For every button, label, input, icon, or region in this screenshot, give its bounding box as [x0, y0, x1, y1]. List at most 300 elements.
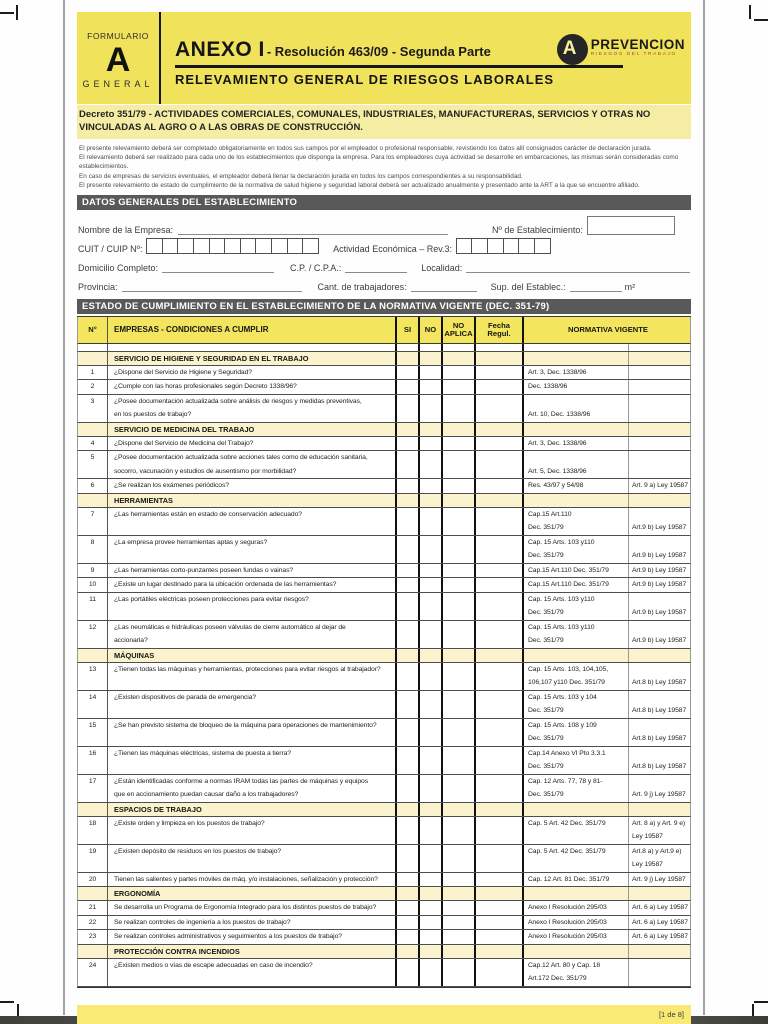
- row-number: [78, 578, 108, 592]
- section-label: [108, 423, 397, 436]
- answer-si-cell[interactable]: [397, 437, 420, 451]
- answer-si-cell[interactable]: [397, 663, 420, 690]
- section-si-cell: [397, 423, 420, 436]
- row-normativa-ley-text: Art. 6 a) Ley 19587: [632, 904, 688, 912]
- row-normativa-ley: [629, 593, 691, 620]
- row-question-text: ¿Posee documentación actualizada sobre análisis de riesgos y medidas preventivas,: [114, 397, 362, 405]
- answer-si-cell[interactable]: [397, 873, 420, 887]
- row-normativa-ley: [629, 479, 691, 493]
- superficie-unit: m²: [624, 281, 636, 292]
- actividad-digit-box[interactable]: [456, 238, 473, 254]
- section-si-cell: [397, 494, 420, 507]
- row-normativa-ley-text: Art. 9 j) Ley 19587: [632, 875, 686, 883]
- section-norm-cell: [524, 887, 629, 900]
- row-question: [108, 508, 397, 535]
- actividad-digit-box[interactable]: [503, 238, 520, 254]
- answer-no-aplica-cell[interactable]: [443, 479, 476, 493]
- cp-field[interactable]: [345, 262, 407, 273]
- form-document: [77, 12, 691, 1024]
- row-question-text: Se desarrolla un Programa de Ergonomía Integrado para los distintos puestos de trabajo?: [114, 904, 377, 912]
- row-question: [108, 873, 397, 887]
- section-fecha-cell: [476, 887, 524, 900]
- row-normativa-text: Cap. 15 Arts. 103 y110: [528, 623, 595, 631]
- provincia-label: Provincia:: [78, 281, 118, 292]
- answer-no-aplica-cell[interactable]: [443, 621, 476, 648]
- answer-no-aplica-cell[interactable]: [443, 663, 476, 690]
- form-type-box: [77, 12, 161, 104]
- title-underline: [175, 65, 623, 68]
- section-norm2-cell: [629, 649, 691, 662]
- answer-no-cell[interactable]: [420, 593, 443, 620]
- answer-si-cell[interactable]: [397, 817, 420, 844]
- actividad-boxes: [457, 238, 551, 254]
- answer-si-cell[interactable]: [397, 380, 420, 394]
- answer-fecha-cell[interactable]: [476, 817, 524, 844]
- row-question-text: ¿Se han previsto sistema de bloqueo de la máquina para operaciones de mantenimiento?: [114, 721, 377, 729]
- row-normativa: [524, 775, 629, 802]
- domicilio-field[interactable]: [162, 262, 274, 273]
- answer-fecha-cell[interactable]: [476, 451, 524, 478]
- answer-fecha-cell[interactable]: [476, 593, 524, 620]
- row-normativa-ley-text: Art. 9 a) Ley 19587: [632, 482, 688, 490]
- nro-establecimiento-field[interactable]: [587, 216, 675, 235]
- row-number: [78, 719, 108, 746]
- section-norm-cell: [524, 945, 629, 958]
- answer-no-cell[interactable]: [420, 366, 443, 380]
- row-normativa: [524, 873, 629, 887]
- answer-no-cell[interactable]: [420, 817, 443, 844]
- row-normativa-text: Dec. 351/79: [528, 791, 564, 799]
- row-question-text: Se realizan controles de ingeniería a los puestos de trabajo?: [114, 918, 291, 926]
- section-label-text: PROTECCIÓN CONTRA INCENDIOS: [114, 946, 240, 956]
- answer-fecha-cell[interactable]: [476, 437, 524, 451]
- cuit-digit-box[interactable]: [271, 238, 288, 254]
- section-label-text: SERVICIO DE MEDICINA DEL TRABAJO: [114, 424, 255, 434]
- answer-si-cell[interactable]: [397, 930, 420, 944]
- section-label: [108, 945, 397, 958]
- row-normativa-ley-text: [632, 719, 691, 733]
- answer-si-cell[interactable]: [397, 564, 420, 578]
- section-no-aplica-cell: [443, 945, 476, 958]
- answer-no-aplica-cell[interactable]: [443, 366, 476, 380]
- row-normativa-text: Art. 5, Dec. 1338/96: [528, 467, 587, 475]
- table-section-row: [77, 803, 691, 817]
- answer-si-cell[interactable]: [397, 366, 420, 380]
- answer-no-aplica-cell[interactable]: [443, 747, 476, 774]
- row-normativa-ley: [629, 930, 691, 944]
- answer-fecha-cell[interactable]: [476, 747, 524, 774]
- row-number-text: 11: [89, 595, 96, 603]
- answer-no-cell[interactable]: [420, 959, 443, 986]
- actividad-digit-box[interactable]: [518, 238, 535, 254]
- row-normativa: [524, 508, 629, 535]
- answer-fecha-cell[interactable]: [476, 536, 524, 563]
- cp-label: C.P. / C.P.A.:: [290, 262, 342, 273]
- answer-no-cell[interactable]: [420, 578, 443, 592]
- answer-fecha-cell[interactable]: [476, 564, 524, 578]
- answer-no-aplica-cell[interactable]: [443, 395, 476, 422]
- answer-no-cell[interactable]: [420, 395, 443, 422]
- table-row: [77, 916, 691, 931]
- row-normativa-ley-text: Art.8 b) Ley 19587: [632, 707, 687, 715]
- answer-no-cell[interactable]: [420, 916, 443, 930]
- answer-no-cell[interactable]: [420, 508, 443, 535]
- row-normativa-text: Dec. 351/79: [528, 609, 564, 617]
- answer-no-aplica-cell[interactable]: [443, 775, 476, 802]
- answer-fecha-cell[interactable]: [476, 366, 524, 380]
- answer-fecha-cell[interactable]: [476, 663, 524, 690]
- form-row-nombre: [78, 216, 690, 235]
- table-section-row: [77, 887, 691, 901]
- page-footer-bar: [77, 1005, 691, 1024]
- row-normativa: [524, 845, 629, 872]
- answer-si-cell[interactable]: [397, 916, 420, 930]
- answer-no-cell[interactable]: [420, 845, 443, 872]
- spacer-cell: [397, 344, 420, 351]
- row-number-text: 22: [88, 918, 97, 926]
- section-num-cell-text: [78, 352, 107, 365]
- row-question: [108, 578, 397, 592]
- section-fecha-cell: [476, 352, 524, 365]
- row-number: [78, 451, 108, 478]
- answer-si-cell[interactable]: [397, 775, 420, 802]
- logo-text: [591, 38, 685, 57]
- row-question-text: ¿La empresa provee herramientas aptas y seguras?: [114, 538, 268, 546]
- row-number-text: 4: [90, 439, 95, 447]
- row-question-text: Se realizan controles administrativos y seguimientos a los puestos de trabajo?: [114, 933, 342, 941]
- answer-no-cell[interactable]: [420, 564, 443, 578]
- section-norm2-cell: [629, 352, 691, 365]
- cuit-digit-box[interactable]: [287, 238, 304, 254]
- table-row: [77, 845, 691, 873]
- section-norm-cell: [524, 803, 629, 816]
- answer-no-aplica-cell[interactable]: [443, 380, 476, 394]
- answer-no-aplica-cell[interactable]: [443, 817, 476, 844]
- row-number: [78, 564, 108, 578]
- section-num-cell: [78, 945, 108, 958]
- section-si-cell: [397, 352, 420, 365]
- row-normativa: [524, 366, 629, 380]
- row-question-text: ¿Dispone del Servicio de Higiene y Seguridad?: [114, 368, 252, 376]
- section-norm2-cell: [629, 887, 691, 900]
- answer-no-aplica-cell[interactable]: [443, 564, 476, 578]
- row-normativa-ley: [629, 747, 691, 774]
- answer-fecha-cell[interactable]: [476, 930, 524, 944]
- row-number-text: 6: [90, 482, 95, 490]
- section-label: [108, 803, 397, 816]
- row-normativa-text: [528, 451, 628, 465]
- row-normativa: [524, 451, 629, 478]
- answer-fecha-cell[interactable]: [476, 775, 524, 802]
- domicilio-label: Domicilio Completo:: [78, 262, 159, 273]
- table-row: [77, 775, 691, 803]
- row-normativa: [524, 663, 629, 690]
- row-number-text: 2: [90, 383, 95, 391]
- section-no-cell: [420, 494, 443, 507]
- answer-no-aplica-cell[interactable]: [443, 691, 476, 718]
- section-num-cell-text: [78, 803, 107, 816]
- row-question-text: ¿Las herramientas están en estado de conservación adecuado?: [114, 510, 302, 518]
- section-num-cell: [78, 494, 108, 507]
- row-question: [108, 437, 397, 451]
- cuit-digit-box[interactable]: [177, 238, 194, 254]
- answer-no-cell[interactable]: [420, 901, 443, 915]
- answer-si-cell[interactable]: [397, 578, 420, 592]
- row-normativa-ley: [629, 691, 691, 718]
- row-number: [78, 508, 108, 535]
- answer-no-aplica-cell[interactable]: [443, 873, 476, 887]
- answer-no-aplica-cell[interactable]: [443, 930, 476, 944]
- section-num-cell-text: [78, 423, 107, 436]
- row-number: [78, 366, 108, 380]
- trabajadores-field[interactable]: [411, 281, 477, 292]
- spacer-cell: [629, 344, 691, 351]
- provincia-field[interactable]: [122, 281, 302, 292]
- row-normativa: [524, 479, 629, 493]
- section-fecha-cell: [476, 649, 524, 662]
- row-normativa-ley-text: Art.8 b) Ley 19587: [632, 763, 687, 771]
- row-number: [78, 845, 108, 872]
- answer-fecha-cell[interactable]: [476, 901, 524, 915]
- row-normativa-ley-text: Art.9 b) Ley 19587: [632, 637, 687, 645]
- row-question: [108, 930, 397, 944]
- answer-no-aplica-cell[interactable]: [443, 916, 476, 930]
- row-question-text: ¿Cumple con las horas profesionales según Decreto 1338/96?: [114, 383, 297, 391]
- row-normativa-text: Art. 3, Dec. 1338/96: [528, 368, 587, 376]
- instructions: [77, 139, 691, 195]
- cuit-digit-box[interactable]: [255, 238, 272, 254]
- answer-no-cell[interactable]: [420, 437, 443, 451]
- answer-no-cell[interactable]: [420, 873, 443, 887]
- row-normativa: [524, 747, 629, 774]
- nombre-empresa-field[interactable]: [178, 224, 448, 235]
- answer-no-cell[interactable]: [420, 930, 443, 944]
- table-row: [77, 437, 691, 452]
- row-normativa-text: 106,107 y110 Dec. 351/79: [528, 679, 605, 687]
- nro-establecimiento-label: Nº de Establecimiento:: [492, 224, 583, 235]
- answer-fecha-cell[interactable]: [476, 691, 524, 718]
- cuit-digit-box[interactable]: [240, 238, 257, 254]
- table-spacer-row: [77, 344, 691, 352]
- row-question-text: ¿Existen depósito de residuos en los puestos de trabajo?: [114, 847, 282, 855]
- cuit-digit-box[interactable]: [193, 238, 210, 254]
- section-no-aplica-cell: [443, 887, 476, 900]
- localidad-field[interactable]: [466, 262, 690, 273]
- answer-no-aplica-cell[interactable]: [443, 536, 476, 563]
- superficie-field[interactable]: [570, 281, 622, 292]
- answer-fecha-cell[interactable]: [476, 380, 524, 394]
- answer-si-cell[interactable]: [397, 395, 420, 422]
- row-question: [108, 536, 397, 563]
- row-number-text: 13: [88, 665, 97, 673]
- row-normativa: [524, 578, 629, 592]
- compliance-table: [77, 316, 691, 988]
- spacer-cell: [524, 344, 629, 351]
- answer-si-cell[interactable]: [397, 593, 420, 620]
- cuit-digit-box[interactable]: [302, 238, 319, 254]
- row-normativa-ley: [629, 916, 691, 930]
- row-number-text: 1: [90, 368, 95, 376]
- row-normativa-ley-text: [632, 775, 691, 789]
- answer-no-cell[interactable]: [420, 691, 443, 718]
- section-no-cell: [420, 649, 443, 662]
- row-number: [78, 775, 108, 802]
- answer-si-cell[interactable]: [397, 719, 420, 746]
- table-row: [77, 691, 691, 719]
- section-num-cell-text: [78, 494, 107, 507]
- answer-no-aplica-cell[interactable]: [443, 578, 476, 592]
- section-num-cell: [78, 887, 108, 900]
- row-normativa: [524, 536, 629, 563]
- row-number: [78, 930, 108, 944]
- answer-fecha-cell[interactable]: [476, 916, 524, 930]
- section-label-text: ERGONOMÍA: [114, 889, 161, 899]
- answer-no-aplica-cell[interactable]: [443, 593, 476, 620]
- answer-no-cell[interactable]: [420, 663, 443, 690]
- row-number: [78, 747, 108, 774]
- answer-no-aplica-cell[interactable]: [443, 508, 476, 535]
- answer-no-aplica-cell[interactable]: [443, 901, 476, 915]
- answer-fecha-cell[interactable]: [476, 719, 524, 746]
- row-normativa-ley-text: Art.9 b) Ley 19587: [632, 566, 687, 574]
- row-normativa-ley: [629, 663, 691, 690]
- right-page-rule: [703, 0, 705, 1015]
- row-question: [108, 775, 397, 802]
- crop-mark: [754, 1001, 768, 1003]
- row-normativa-text: Cap. 5 Art. 42 Dec. 351/79: [528, 847, 606, 855]
- row-normativa-text: Anexo I Resolución 295/03: [528, 904, 607, 912]
- col-header-si: SI: [397, 317, 420, 343]
- answer-fecha-cell[interactable]: [476, 508, 524, 535]
- section-no-cell: [420, 945, 443, 958]
- row-normativa-text: Anexo I Resolución 295/03: [528, 918, 607, 926]
- answer-si-cell[interactable]: [397, 691, 420, 718]
- row-normativa-text: Cap.15 Art.110: [528, 510, 572, 518]
- general-label: GENERAL: [82, 79, 154, 89]
- row-normativa-ley: [629, 536, 691, 563]
- page-title: RELEVAMIENTO GENERAL DE RIESGOS LABORALES: [175, 71, 555, 87]
- table-row: [77, 380, 691, 395]
- section-si-cell: [397, 803, 420, 816]
- answer-si-cell[interactable]: [397, 621, 420, 648]
- cuit-digit-box[interactable]: [209, 238, 226, 254]
- row-normativa-ley: [629, 845, 691, 872]
- row-number: [78, 691, 108, 718]
- table-row: [77, 959, 691, 987]
- row-number-text: 7: [90, 510, 95, 518]
- answer-si-cell[interactable]: [397, 508, 420, 535]
- row-number-text: 15: [88, 721, 97, 729]
- answer-no-aplica-cell[interactable]: [443, 959, 476, 986]
- answer-no-cell[interactable]: [420, 536, 443, 563]
- prevencion-logo: [557, 34, 685, 65]
- answer-fecha-cell[interactable]: [476, 959, 524, 986]
- row-number: [78, 916, 108, 930]
- answer-fecha-cell[interactable]: [476, 621, 524, 648]
- answer-no-cell[interactable]: [420, 380, 443, 394]
- answer-si-cell[interactable]: [397, 901, 420, 915]
- row-normativa-ley-text: Art. 8 a) y Art. 9 e): [632, 819, 686, 827]
- row-normativa-text: Cap. 15 Arts. 103 y 104: [528, 693, 597, 701]
- answer-no-cell[interactable]: [420, 621, 443, 648]
- actividad-digit-box[interactable]: [487, 238, 504, 254]
- answer-fecha-cell[interactable]: [476, 395, 524, 422]
- table-row: [77, 873, 691, 888]
- answer-no-cell[interactable]: [420, 775, 443, 802]
- row-normativa-text: Art. 3, Dec. 1338/96: [528, 439, 587, 447]
- spacer-cell: [108, 344, 397, 351]
- row-number: [78, 380, 108, 394]
- form-row-provincia: [78, 273, 690, 292]
- answer-si-cell[interactable]: [397, 747, 420, 774]
- answer-fecha-cell[interactable]: [476, 873, 524, 887]
- section-norm-cell: [524, 423, 629, 436]
- row-normativa-ley-text: [632, 621, 691, 635]
- row-normativa: [524, 691, 629, 718]
- table-section-row: [77, 649, 691, 663]
- answer-fecha-cell[interactable]: [476, 479, 524, 493]
- row-normativa-ley: [629, 451, 691, 478]
- cuit-digit-box[interactable]: [162, 238, 179, 254]
- answer-si-cell[interactable]: [397, 451, 420, 478]
- col-header-no-aplica: NO APLICA: [443, 317, 476, 343]
- row-normativa-ley-text: Ley 19587: [632, 833, 663, 841]
- row-number-text: 20: [88, 875, 97, 883]
- answer-no-cell[interactable]: [420, 479, 443, 493]
- answer-no-aplica-cell[interactable]: [443, 451, 476, 478]
- row-normativa-ley-text: Art.9 b) Ley 19587: [632, 552, 687, 560]
- row-number-text: 17: [88, 777, 97, 785]
- row-normativa-text: Cap.15 Art.110 Dec. 351/79: [528, 581, 609, 589]
- answer-si-cell[interactable]: [397, 959, 420, 986]
- row-question: [108, 845, 397, 872]
- table-row: [77, 817, 691, 845]
- table-row: [77, 479, 691, 494]
- actividad-digit-box[interactable]: [534, 238, 551, 254]
- answer-si-cell[interactable]: [397, 479, 420, 493]
- answer-no-aplica-cell[interactable]: [443, 719, 476, 746]
- row-number: [78, 479, 108, 493]
- answer-fecha-cell[interactable]: [476, 578, 524, 592]
- answer-si-cell[interactable]: [397, 536, 420, 563]
- table-row: [77, 901, 691, 916]
- answer-si-cell[interactable]: [397, 845, 420, 872]
- answer-no-aplica-cell[interactable]: [443, 437, 476, 451]
- row-normativa-ley-text: [632, 593, 691, 607]
- cuit-digit-box[interactable]: [224, 238, 241, 254]
- table-row: [77, 747, 691, 775]
- answer-no-cell[interactable]: [420, 719, 443, 746]
- row-number: [78, 593, 108, 620]
- row-normativa-text: Cap. 15 Arts. 108 y 109: [528, 721, 597, 729]
- row-number: [78, 901, 108, 915]
- row-normativa-ley: [629, 873, 691, 887]
- actividad-digit-box[interactable]: [471, 238, 488, 254]
- row-normativa-ley-text: Art.8 b) Ley 19587: [632, 679, 687, 687]
- row-normativa-ley: [629, 959, 691, 986]
- row-question-text: ¿Las neumáticas e hidráulicas poseen válvulas de cierre automático al dejar de: [114, 623, 346, 631]
- row-question-text: ¿Las portátiles eléctricas poseen protecciones para evitar riesgos?: [114, 595, 309, 603]
- section-no-aplica-cell: [443, 494, 476, 507]
- logo-letter: A: [562, 38, 577, 59]
- answer-no-cell[interactable]: [420, 747, 443, 774]
- section-no-aplica-cell: [443, 423, 476, 436]
- answer-no-aplica-cell[interactable]: [443, 845, 476, 872]
- answer-fecha-cell[interactable]: [476, 845, 524, 872]
- section-num-cell: [78, 352, 108, 365]
- answer-no-cell[interactable]: [420, 451, 443, 478]
- cuit-digit-box[interactable]: [146, 238, 163, 254]
